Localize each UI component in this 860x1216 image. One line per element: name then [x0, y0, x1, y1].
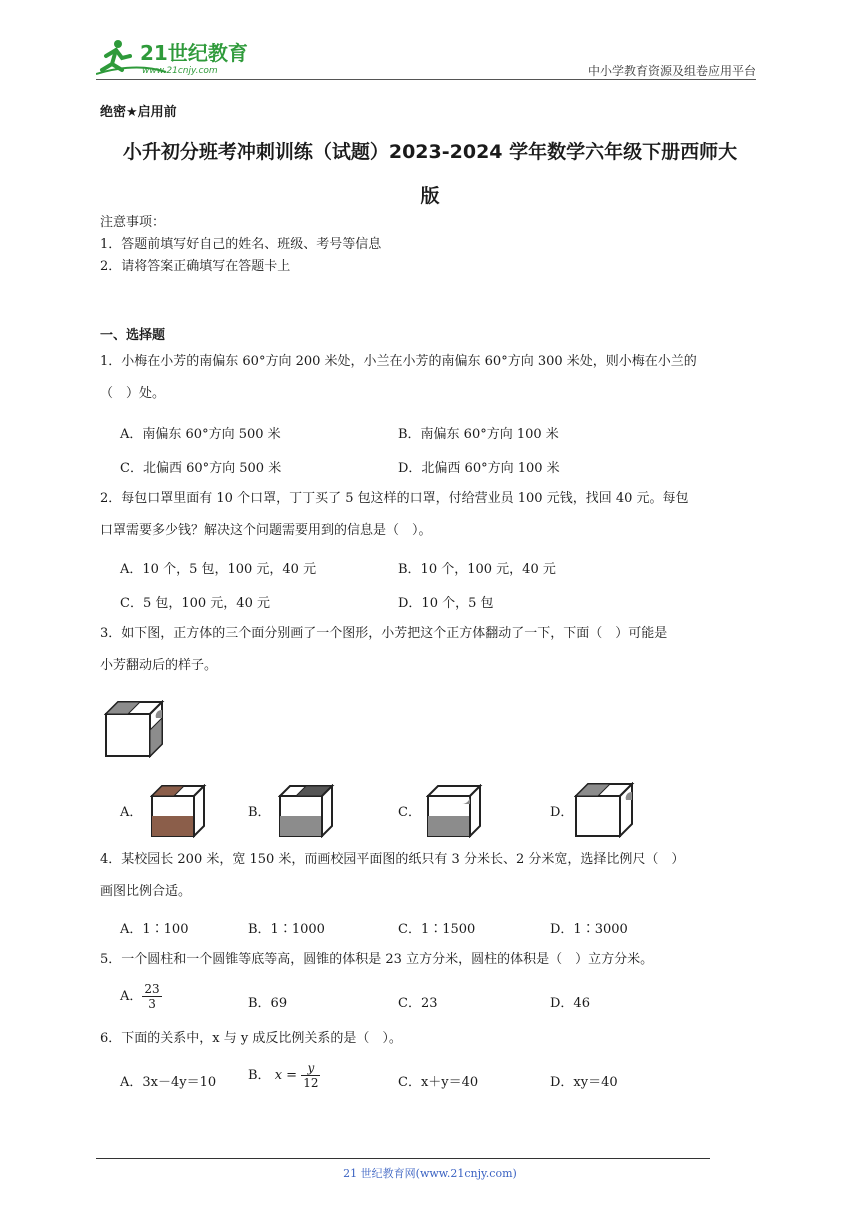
question-2 — [100, 483, 770, 547]
q3-option-a-cube[interactable] — [150, 784, 208, 838]
notes-item-1: 1．答题前填写好自己的姓名、班级、考号等信息 — [100, 237, 382, 252]
q1-option-a[interactable]: A．南偏东 60°方向 500 米 — [120, 427, 281, 442]
q4-option-b[interactable]: B．1∶1000 — [248, 922, 325, 937]
q5-option-b[interactable]: B．69 — [248, 996, 288, 1011]
fraction-denominator: 3 — [148, 997, 156, 1011]
header-divider — [96, 79, 756, 80]
q3-line-1: 3．如下图，正方体的三个面分别画了一个图形，小芳把这个正方体翻动了一下，下面（ ）可能是 — [100, 626, 668, 641]
q3-option-c[interactable]: C． — [398, 805, 421, 820]
section-heading: 一、选择题 — [100, 328, 166, 343]
q3-option-d[interactable]: D． — [550, 805, 574, 820]
q1-option-c[interactable]: C．北偏西 60°方向 500 米 — [120, 461, 282, 476]
q2-option-a[interactable]: A．10 个，5 包，100 元，40 元 — [120, 562, 317, 577]
logo — [96, 36, 266, 78]
fraction-numerator: y — [301, 1061, 320, 1076]
q3-line-2: 小芳翻动后的样子。 — [100, 658, 218, 673]
q3-option-d-cube[interactable] — [574, 782, 636, 838]
q1-option-b[interactable]: B．南偏东 60°方向 100 米 — [398, 427, 559, 442]
q5-option-c[interactable]: C．23 — [398, 996, 438, 1011]
q4-option-d[interactable]: D．1∶3000 — [550, 922, 628, 937]
title-line-1: 小升初分班考冲刺训练（试题）2023-2024 学年数学六年级下册西师大 — [122, 141, 738, 163]
question-4 — [100, 844, 770, 908]
footer-text[interactable]: 21 世纪教育网(www.21cnjy.com) — [343, 1167, 517, 1180]
q6-option-b-prefix: B． — [248, 1068, 271, 1083]
q2-line-1: 2．每包口罩里面有 10 个口罩，丁丁买了 5 包这样的口罩，付给营业员 100 元钱，找回 40 元。每包 — [100, 491, 689, 506]
q5-option-d[interactable]: D．46 — [550, 996, 590, 1011]
question-1 — [100, 346, 770, 410]
q2-option-b[interactable]: B．10 个，100 元，40 元 — [398, 562, 556, 577]
q6-option-a[interactable]: A．3x－4y＝10 — [120, 1075, 217, 1090]
q3-option-c-cube[interactable] — [426, 784, 484, 838]
logo-url: www.21cnjy.com — [142, 66, 218, 76]
question-3 — [100, 618, 770, 682]
q6-line-1: 6．下面的关系中，x 与 y 成反比例关系的是（ ）。 — [100, 1031, 402, 1046]
q3-option-b-cube[interactable] — [278, 784, 336, 838]
q5-option-a-fraction — [142, 982, 161, 1011]
q6-option-b-fraction — [301, 1061, 320, 1090]
q6-option-c[interactable]: C．x＋y＝40 — [398, 1075, 479, 1090]
q1-option-d[interactable]: D．北偏西 60°方向 100 米 — [398, 461, 560, 476]
q5-option-a[interactable] — [120, 982, 162, 1011]
footer-divider — [96, 1158, 710, 1159]
q2-line-2: 口罩需要多少钱？解决这个问题需要用到的信息是（ ）。 — [100, 523, 432, 538]
notes-item-2: 2．请将答案正确填写在答题卡上 — [100, 259, 291, 274]
fraction-denominator: 12 — [303, 1076, 319, 1090]
title-line-2: 版 — [420, 185, 440, 207]
notes — [100, 212, 381, 278]
q6-option-d[interactable]: D．xy＝40 — [550, 1075, 618, 1090]
q4-option-c[interactable]: C．1∶1500 — [398, 922, 476, 937]
q6-option-b[interactable] — [248, 1061, 320, 1090]
q2-option-d[interactable]: D．10 个，5 包 — [398, 596, 494, 611]
q4-line-1: 4．某校园长 200 米，宽 150 米，而画校园平面图的纸只有 3 分米长、2 分米宽，选择比例尺（ ） — [100, 852, 685, 867]
q1-line-1: 1．小梅在小芳的南偏东 60°方向 200 米处，小兰在小芳的南偏东 60°方向 300 米处，则小梅在小兰的 — [100, 354, 697, 369]
q2-option-c[interactable]: C．5 包，100 元，40 元 — [120, 596, 270, 611]
reference-cube-figure — [104, 700, 166, 758]
fraction-numerator: 23 — [144, 982, 160, 996]
q1-line-2: （ ）处。 — [100, 386, 166, 401]
logo-text: 21世纪教育 — [140, 41, 248, 65]
q3-option-a[interactable]: A． — [120, 805, 143, 820]
header-right-text: 中小学教育资源及组卷应用平台 — [587, 64, 756, 78]
q5-line-1: 5．一个圆柱和一个圆锥等底等高，圆锥的体积是 23 立方分米，圆柱的体积是（ ）立方分米。 — [100, 952, 654, 967]
q6-option-b-lhs: x = — [274, 1068, 298, 1083]
page-title — [96, 130, 764, 218]
q4-line-2: 画图比例合适。 — [100, 884, 192, 899]
question-5 — [100, 944, 770, 976]
secret-label: 绝密★启用前 — [100, 105, 177, 120]
q4-option-a[interactable]: A．1∶100 — [120, 922, 189, 937]
notes-heading: 注意事项： — [100, 215, 166, 230]
q5-option-a-prefix: A． — [120, 989, 143, 1004]
question-6 — [100, 1023, 770, 1055]
q3-option-b[interactable]: B． — [248, 805, 271, 820]
